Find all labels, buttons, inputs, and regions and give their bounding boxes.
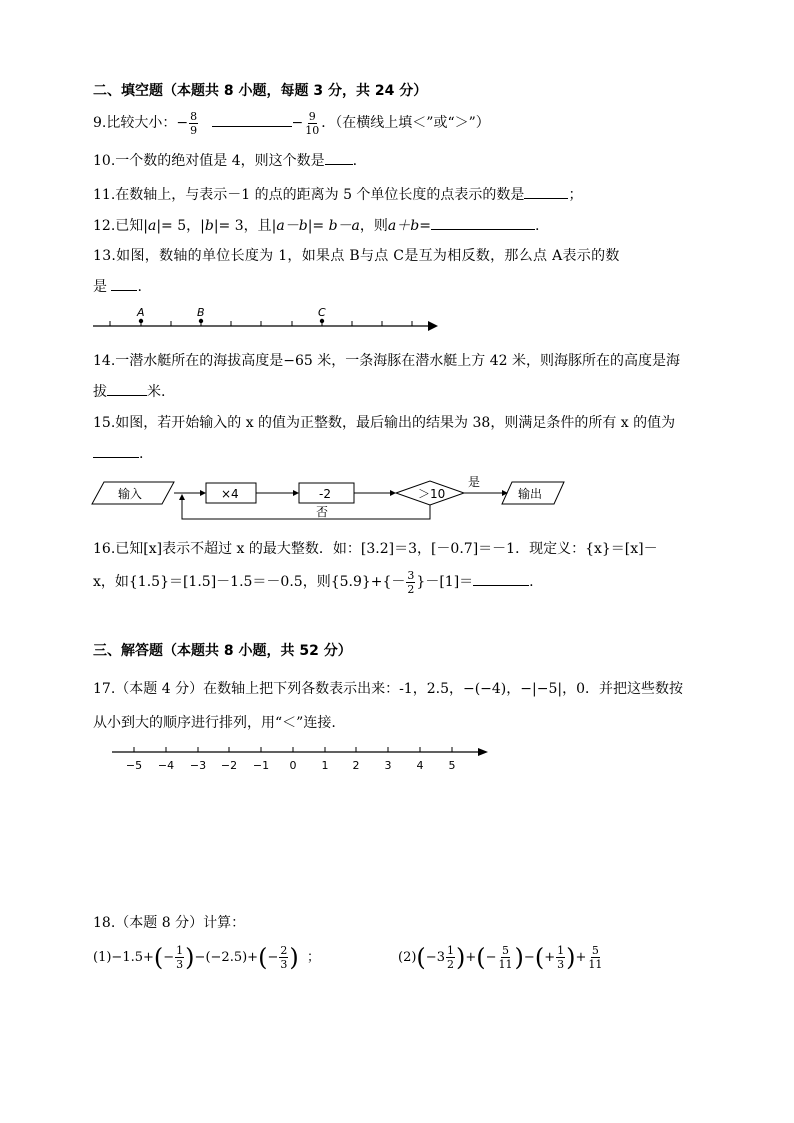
question-18-part1: (1)−1.5+(− $\frac{1}{3}$ )−(−2.5)+(− $\frac{2}{3}$ ) ； (93, 943, 321, 972)
tick-label: 3 (384, 759, 392, 772)
q11-end: ； (568, 187, 583, 203)
answer-blank[interactable] (111, 276, 137, 291)
question-14-line1: 14.一潜水艇所在的海拔高度是−65 米，一条海豚在潜水艇上方 42 米，则海豚所在的高度是海 (93, 353, 680, 369)
fraction: $\frac{3}{2}$ (407, 568, 415, 596)
answer-blank[interactable] (93, 443, 139, 458)
tick-label: 5 (448, 759, 456, 772)
fraction: $\frac{8}{9}$ (190, 109, 198, 137)
q9-note: ．（在横线上填＜”或“＞”） (321, 115, 490, 131)
point-label-a: A (137, 306, 145, 319)
q17-number-line (110, 740, 490, 774)
tick-label: −5 (125, 759, 143, 772)
q15-flowchart (88, 470, 568, 526)
question-15-line2: . (93, 443, 143, 462)
answer-blank[interactable] (524, 184, 568, 199)
flow-yes: 是 (468, 475, 481, 489)
answer-blank[interactable] (473, 571, 529, 586)
flow-input: 输入 (118, 487, 143, 501)
flow-output: 输出 (518, 487, 543, 501)
question-10 (93, 150, 357, 170)
answer-blank[interactable] (431, 215, 535, 230)
question-13-line1: 13.如图，数轴的单位长度为 1，如果点 B与点 C是互为相反数，那么点 A表示的数 (93, 248, 620, 264)
question-12: 12.已知|a|= 5，|b|= 3，且|a－b|= b－a，则a＋b= . (93, 215, 539, 235)
q10-end: . (352, 153, 358, 169)
tick-label: −3 (189, 759, 207, 772)
section-title: 三、解答题（本题共 8 小题，共 52 分） (93, 643, 352, 659)
q10-text: 10.一个数的绝对值是 4，则这个数是 (93, 153, 325, 169)
question-18-title: 18.（本题 8 分）计算： (93, 915, 246, 931)
answer-blank[interactable] (212, 112, 292, 127)
question-16-line1: 16.已知[x]表示不超过 x 的最大整数．如：[3.2]＝3，[－0.7]＝－1．现定义：{x}＝[x]－ (93, 541, 658, 557)
question-15-line1: 15.如图，若开始输入的 x 的值为正整数，最后输出的结果为 38，则满足条件的所有 x 的值为 (93, 415, 676, 431)
question-13-line2: 是 . (93, 276, 142, 296)
q13-number-line (90, 305, 440, 335)
answer-blank[interactable] (107, 381, 147, 396)
question-9: 9.比较大小：− $\frac{8}{9}$ − $\frac{9}{10}$ ．（在横线上填＜”或“＞”） (93, 109, 490, 137)
question-14-line2: 拔 米. (93, 381, 165, 401)
answer-blank[interactable] (325, 150, 353, 165)
tick-label: −1 (252, 759, 270, 772)
question-11 (93, 184, 582, 204)
question-18-part2: (2)(−3 $\frac{1}{2}$ )+(− $\frac{5}{11}$ )−(+ $\frac{1}{3}$ )+ $\frac{5}{11}$ (398, 943, 603, 972)
flow-no: 否 (316, 505, 329, 519)
question-16-line2: x，如{1.5}＝[1.5]－1.5＝－0.5，则{5.9}+{－ $\frac{3}{2}$ }－[1]＝ . (93, 568, 534, 596)
point-label-b: B (197, 306, 205, 319)
fraction: $\frac{9}{10}$ (305, 109, 320, 137)
tick-label: 0 (289, 759, 297, 772)
tick-label: 1 (321, 759, 329, 772)
question-17-line2: 从小到大的顺序进行排列，用“＜”连接. (93, 715, 336, 731)
q11-text: 11.在数轴上，与表示－1 的点的距离为 5 个单位长度的点表示的数是 (93, 187, 525, 203)
point-label-c: C (318, 306, 326, 319)
question-17-line1: 17.（本题 4 分）在数轴上把下列各数表示出来：-1，2.5，−(−4)，−|−5|，0．并把这些数按 (93, 681, 683, 697)
flow-condition: ＞10 (418, 487, 446, 501)
flow-minus2: -2 (319, 487, 331, 501)
flow-times4: ×4 (221, 487, 239, 501)
tick-label: −4 (157, 759, 175, 772)
section-title: 二、填空题（本题共 8 小题，每题 3 分，共 24 分） (93, 83, 428, 99)
tick-label: 4 (416, 759, 424, 772)
q9-number: 9.比较大小： (93, 115, 177, 131)
tick-label: 2 (352, 759, 360, 772)
tick-label: −2 (220, 759, 238, 772)
